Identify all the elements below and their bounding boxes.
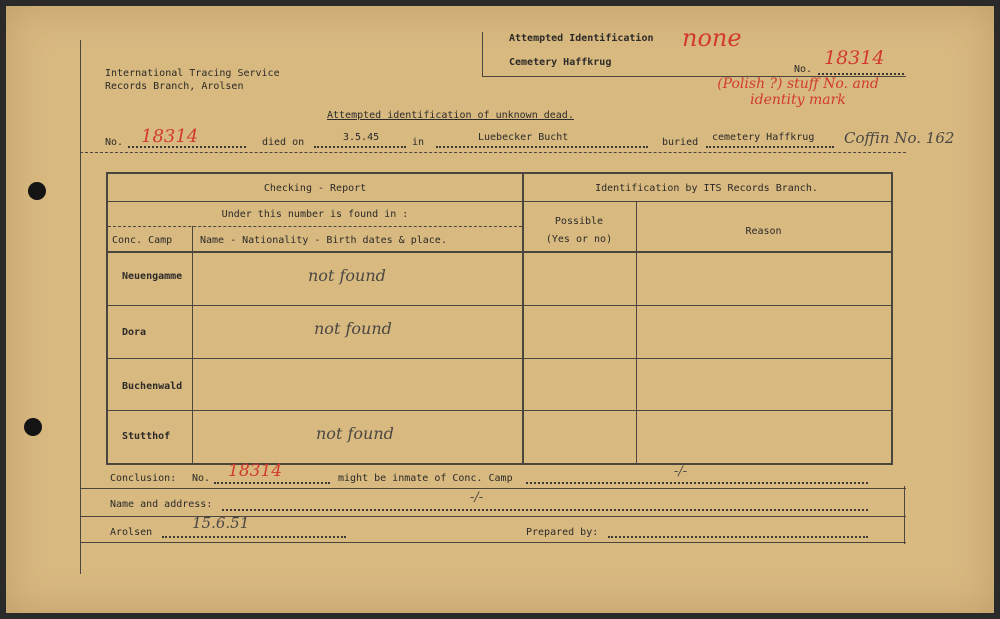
cemetery-label: Cemetery Haffkrug [509, 57, 612, 68]
arolsen-dots [162, 536, 346, 538]
prepared-by-label: Prepared by: [526, 527, 599, 538]
in-value: Luebecker Bucht [478, 132, 569, 143]
conclusion-text-dots [526, 482, 868, 484]
prepared-by-dots [608, 536, 868, 538]
date-value: 15.6.51 [192, 514, 250, 532]
header-no-value: 18314 [824, 47, 885, 69]
table-rule-1 [108, 201, 891, 202]
checking-report-header: Checking - Report [263, 183, 367, 194]
buried-dots [706, 146, 834, 148]
in-dots [436, 146, 648, 148]
row-camp-neuengamme: Neuengamme [122, 271, 183, 282]
buried-value: cemetery Haffkrug [712, 132, 815, 143]
name-address-mark: -/- [470, 490, 484, 505]
row-result-stutthof: not found [316, 424, 394, 443]
record-card [6, 6, 994, 613]
conclusion-no-value: 18314 [228, 461, 283, 481]
record-no-label: No. [105, 137, 124, 148]
attempted-identification-value: none [682, 24, 742, 52]
org-line-2: Records Branch, Arolsen [105, 81, 244, 92]
org-line-1: International Tracing Service [105, 68, 280, 79]
table-rule-6 [108, 410, 891, 411]
col-reason-header: Reason [745, 226, 782, 237]
header-no-dots [818, 73, 904, 75]
arolsen-label: Arolsen [110, 527, 153, 538]
conclusion-text: might be inmate of Conc. Camp [338, 473, 513, 484]
conclusion-no-label: No. [192, 473, 211, 484]
header-note: (Polish ?) stuff No. and identity mark [717, 76, 879, 108]
punch-hole-bottom [24, 418, 42, 436]
conclusion-rule [80, 488, 906, 489]
header-box-left [482, 32, 483, 76]
punch-hole-top [28, 182, 46, 200]
table-divider-possible [636, 202, 637, 463]
table-divider-camp [192, 226, 193, 463]
form-title: Attempted identification of unknown dead. [327, 110, 574, 121]
coffin-note: Coffin No. 162 [844, 129, 955, 147]
header-no-label: No. [794, 64, 813, 75]
died-label: died on [262, 137, 305, 148]
bottom-rule [80, 542, 906, 543]
table-rule-3 [108, 251, 891, 253]
name-address-dots [222, 509, 868, 511]
table-rule-5 [108, 358, 891, 359]
in-label: in [412, 137, 425, 148]
conclusion-label: Conclusion: [110, 473, 177, 484]
row-camp-buchenwald: Buchenwald [122, 381, 183, 392]
checking-table [106, 172, 893, 465]
under-number-header: Under this number is found in : [221, 209, 409, 220]
col-possible-header: Possible [554, 216, 604, 227]
record-no-value: 18314 [141, 126, 199, 147]
table-rule-4 [108, 305, 891, 306]
right-margin-rule [904, 486, 905, 544]
name-address-label: Name and address: [110, 499, 213, 510]
identification-header: Identification by ITS Records Branch. [595, 183, 818, 194]
conclusion-no-dots [214, 482, 330, 484]
died-value: 3.5.45 [343, 132, 380, 143]
died-dots [314, 146, 406, 148]
row-camp-dora: Dora [122, 327, 147, 338]
record-line-rule [80, 152, 906, 153]
col-camp-header: Conc. Camp [112, 235, 173, 246]
col-name-header: Name - Nationality - Birth dates & place. [200, 235, 447, 246]
conclusion-mark: -/- [674, 464, 688, 479]
row-result-neuengamme: not found [308, 266, 386, 285]
left-margin-rule [80, 40, 81, 574]
col-possible-sub: (Yes or no) [545, 234, 613, 245]
row-camp-stutthof: Stutthof [122, 431, 171, 442]
table-rule-2 [108, 226, 522, 227]
row-result-dora: not found [314, 319, 392, 338]
attempted-identification-label: Attempted Identification [509, 33, 654, 44]
buried-label: buried [662, 137, 699, 148]
